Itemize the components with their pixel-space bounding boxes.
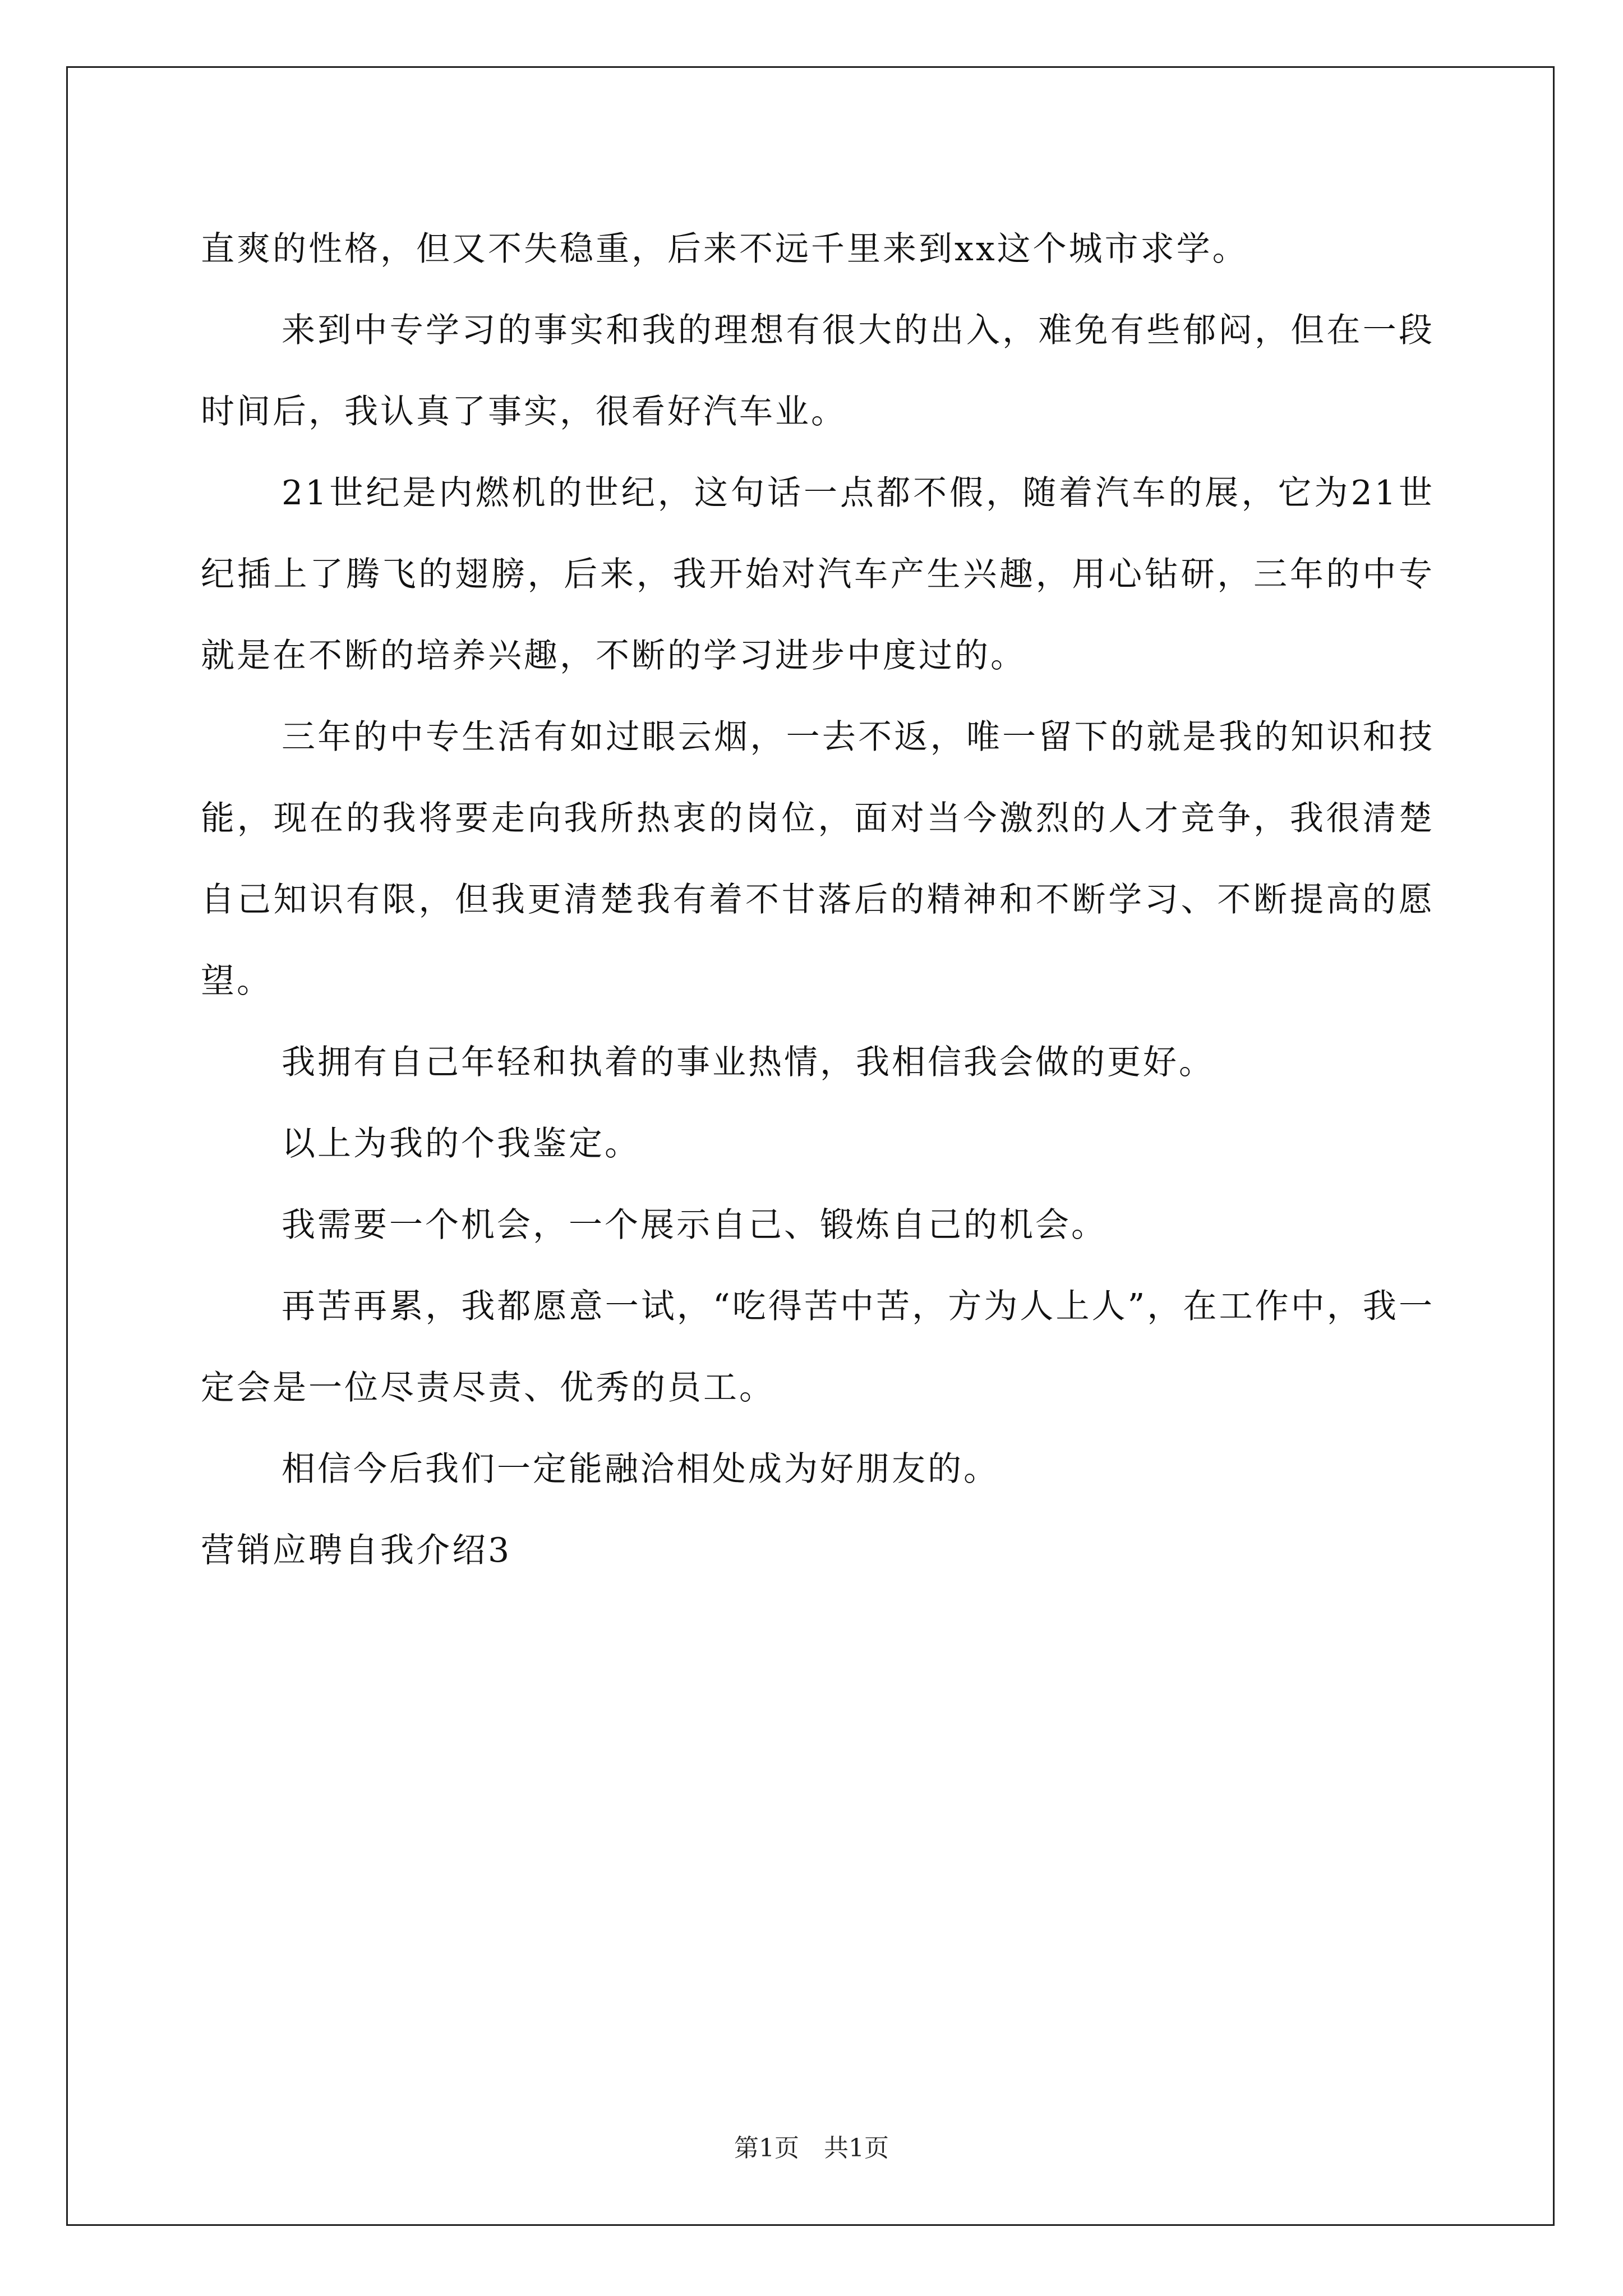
paragraph: 来到中专学习的事实和我的理想有很大的出入，难免有些郁闷，但在一段时间后，我认真了事实，很看好汽车业。 <box>201 311 1435 431</box>
paragraph: 21世纪是内燃机的世纪，这句话一点都不假，随着汽车的展，它为21世纪插上了腾飞的翅膀，后来，我开始对汽车产生兴趣，用心钻研，三年的中专就是在不断的培养兴趣，不断的学习进步中度过的。 <box>201 473 1435 675</box>
document-body <box>201 209 1435 1591</box>
paragraph: 直爽的性格，但又不失稳重，后来不远千里来到xx这个城市求学。 <box>201 229 1248 269</box>
paragraph: 以上为我的个我鉴定。 <box>282 1124 640 1163</box>
section-heading: 营销应聘自我介绍3 <box>201 1531 512 1570</box>
paragraph: 我需要一个机会，一个展示自己、锻炼自己的机会。 <box>282 1205 1107 1245</box>
paragraph: 我拥有自己年轻和执着的事业热情，我相信我会做的更好。 <box>282 1043 1215 1082</box>
page-footer: 第1页 共1页 <box>734 2134 889 2162</box>
paragraph: 三年的中专生活有如过眼云烟，一去不返，唯一留下的就是我的知识和技能，现在的我将要走向我所热衷的岗位，面对当今激烈的人才竞争，我很清楚自己知识有限，但我更清楚我有着不甘落后的精神和不断学习、不断提高的愿望。 <box>201 717 1435 1001</box>
paragraph: 再苦再累，我都愿意一试，“吃得苦中苦，方为人上人”，在工作中，我一定会是一位尽责尽责、优秀的员工。 <box>201 1287 1435 1407</box>
paragraph: 相信今后我们一定能融洽相处成为好朋友的。 <box>282 1450 999 1489</box>
